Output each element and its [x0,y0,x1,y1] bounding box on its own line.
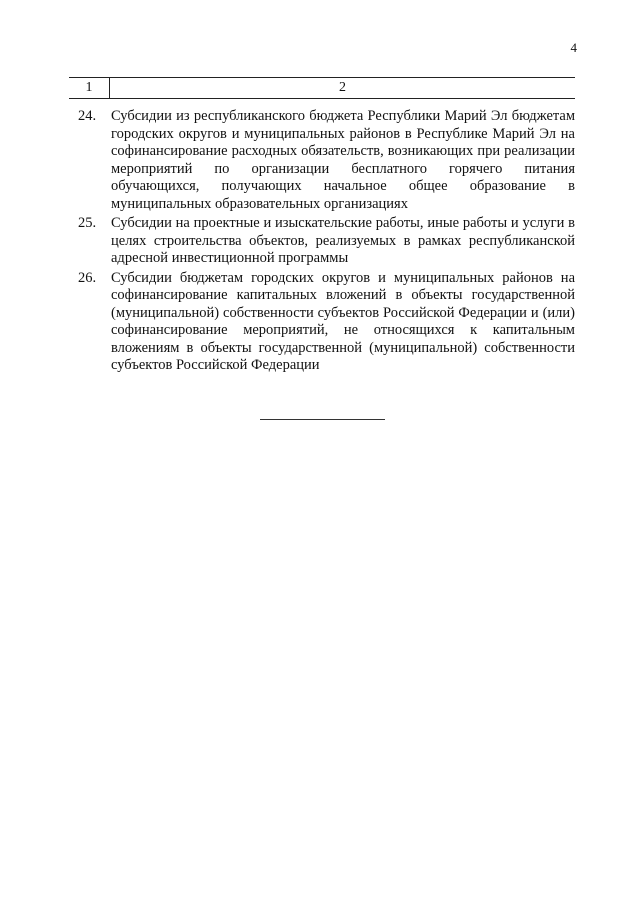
table-header-col-2: 2 [339,80,346,95]
list-item [78,108,575,213]
item-text: Субсидии на проектные и изыскательские работы, иные работы и услуги в целях строительства объектов, реализуемых в рамках республиканской адресной инвестиционной программы [111,215,575,266]
item-number: 25. [78,215,97,231]
list-item [78,215,575,268]
item-text: Субсидии бюджетам городских округов и муниципальных районов на софинансирование капитальных вложений в объекты государственной (муниципальной) собственности субъектов Российской Федерации и (или) софинансирование мероприятий, не относящихся к капитальным вложениям в объекты государственной (муниципальной) собственности субъектов Российской Федерации [111,269,575,373]
item-number: 24. [78,108,97,124]
item-text: Субсидии из республиканского бюджета Республики Марий Эл бюджетам городских округов и муниципальных районов в Республике Марий Эл на софинансирование расходных обязательств, возникающих при реализации мероприятий по организации бесплатного горячего питания обучающихся, получающих начальное общее образование в муниципальных образовательных организациях [111,108,575,212]
page-number: 4 [570,40,577,55]
table-header-col-1: 1 [69,78,110,98]
table-header [69,77,575,99]
item-number: 26. [78,269,97,286]
end-divider [260,419,385,420]
list-item [78,270,575,375]
item-list [78,108,575,377]
